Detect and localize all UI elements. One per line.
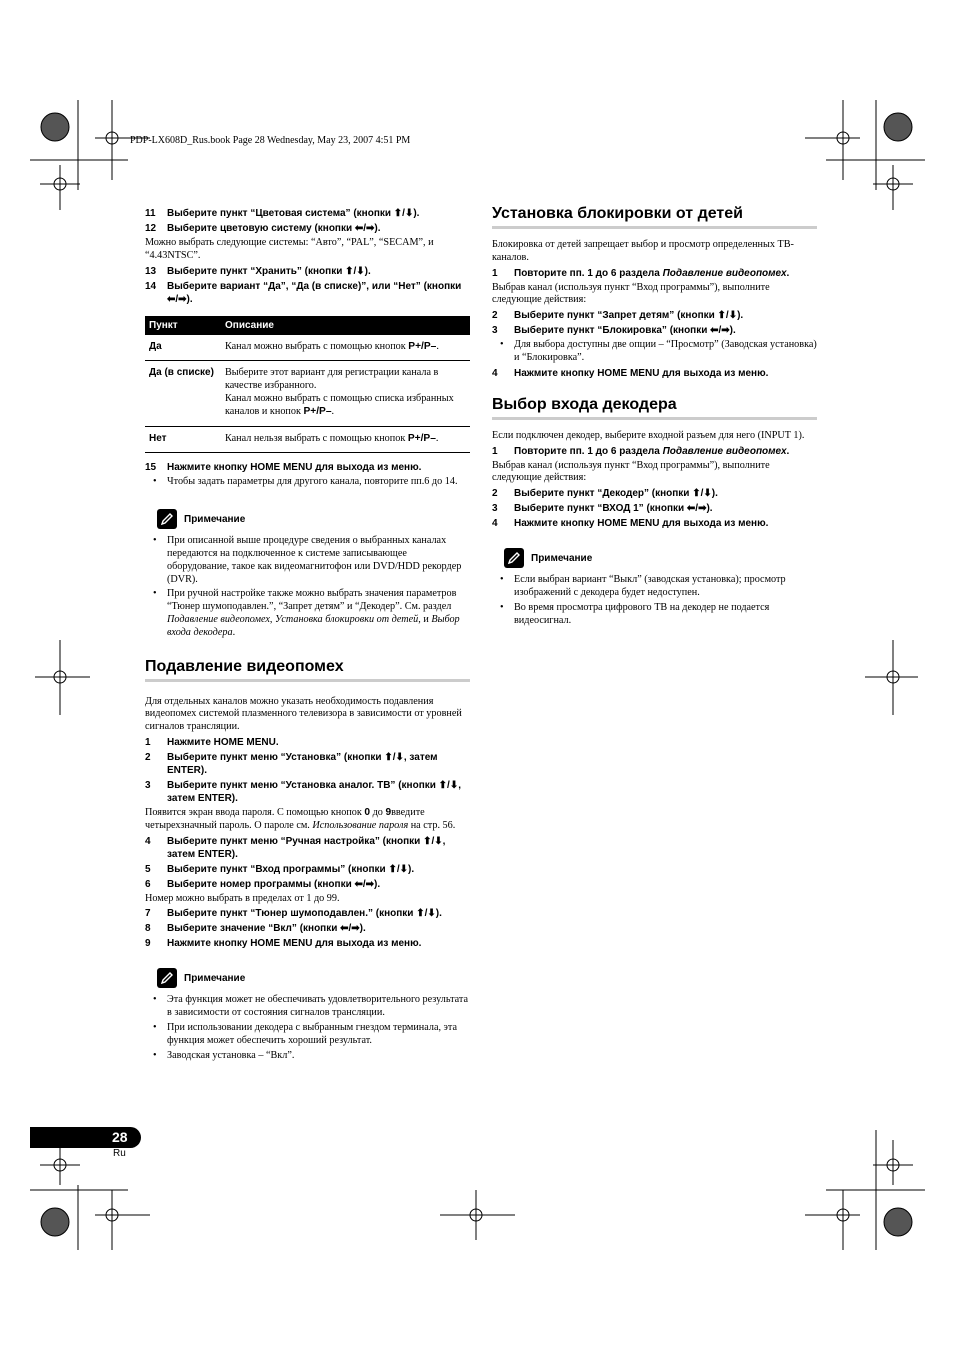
password-paragraph: Появится экран ввода пароля. С помощью кнопок 0 до 9введите четырехзначный пароль. О пароле см. Использование пароля на стр. 56. xyxy=(145,806,456,831)
bullet-item: • Заводская установка – “Вкл”. xyxy=(153,1049,295,1061)
page-number: 28 xyxy=(112,1129,128,1145)
step: 4 Нажмите кнопку HOME MENU для выхода из меню. xyxy=(492,367,769,379)
language-code: Ru xyxy=(113,1148,126,1159)
step: 3 Выберите пункт “ВХОД 1” (кнопки ⬅/➡). xyxy=(492,503,713,515)
bullet-item: • Для выбора доступны две опции – “Просмотр” (Заводская установка) и “Блокировка”. xyxy=(500,339,817,363)
pencil-note-icon xyxy=(157,968,177,988)
section-heading-noise: Подавление видеопомех xyxy=(145,658,470,682)
step: 1 Нажмите HOME MENU. xyxy=(145,736,279,748)
step: 7 Выберите пункт “Тюнер шумоподавлен.” (кнопки ⬆/⬇). xyxy=(145,908,442,920)
bullet-item: • При использовании декодера с выбранным гнездом терминала, эта функция может обеспечить хороший результат. xyxy=(153,1021,458,1046)
step: 5 Выберите пункт “Вход программы” (кнопки ⬆/⬇). xyxy=(145,863,415,875)
step: 8 Выберите значение “Вкл” (кнопки ⬅/➡). xyxy=(145,923,366,935)
decoder-intro: Если подключен декодер, выберите входной разъем для него (INPUT 1). xyxy=(492,429,805,441)
pencil-note-icon xyxy=(157,509,177,529)
options-table xyxy=(145,316,470,454)
step: 3 Выберите пункт “Блокировка” (кнопки ⬅/➡). xyxy=(492,325,736,337)
right-column xyxy=(492,205,817,629)
table-header-description: Описание xyxy=(221,316,470,335)
step: 11 Выберите пункт “Цветовая система” (кнопки ⬆/⬇). xyxy=(145,208,420,219)
step: 14 Выберите вариант “Да”, “Да (в списке)”, или “Нет” (кнопки ⬅/➡). xyxy=(145,280,462,305)
step: 4 Нажмите кнопку HOME MENU для выхода из меню. xyxy=(492,518,769,530)
step: 4 Выберите пункт меню “Ручная настройка” (кнопки ⬆/⬇, затем ENTER). xyxy=(145,835,446,860)
step: 12 Выберите цветовую систему (кнопки ⬅/➡). xyxy=(145,223,381,234)
section-heading-child-lock: Установка блокировки от детей xyxy=(492,205,817,229)
note-heading: Примечание xyxy=(504,548,817,568)
note-heading: Примечание xyxy=(157,968,470,988)
lock-after-step1: Выбрав канал (используя пункт “Вход программы”), выполните следующие действия: xyxy=(492,281,770,306)
pencil-note-icon xyxy=(504,548,524,568)
step: 1 Повторите пп. 1 до 6 раздела Подавление видеопомех. xyxy=(492,445,790,457)
bullet-item: • При описанной выше процедуре сведения о выбранных каналах передаются на подключенное к системе записывающее оборудование, такое как видеомагнитофон или DVD/HDD рекордер (DVR). xyxy=(153,535,462,585)
step-15: 15 Нажмите кнопку HOME MENU для выхода из меню. xyxy=(145,462,422,474)
table-header-item: Пункт xyxy=(145,316,221,335)
bullet-item: • При ручной настройке также можно выбрать значения параметров “Тюнер шумоподавлен.”, “Запрет детям” и “Декодер”. См. раздел Подавление видеопомех, Установка блокировки от детей, и Выбор входа декодера. xyxy=(153,588,460,638)
table-row: Да Канал можно выбрать с помощью кнопок P+/P–. xyxy=(145,335,470,361)
section-heading-decoder: Выбор входа декодера xyxy=(492,396,817,420)
step: 2 Выберите пункт “Декодер” (кнопки ⬆/⬇). xyxy=(492,488,718,500)
bullet-item: • Эта функция может не обеспечивать удовлетворительного результата в зависимости от состояния сигналов трансляции. xyxy=(153,994,469,1019)
decoder-after-step1: Выбрав канал (используя пункт “Вход программы”), выполните следующие действия: xyxy=(492,459,770,484)
step: 13 Выберите пункт “Хранить” (кнопки ⬆/⬇). xyxy=(145,265,371,277)
bullet-item: • Чтобы задать параметры для другого канала, повторите пп.6 до 14. xyxy=(153,476,458,488)
table-row: Нет Канал нельзя выбрать с помощью кнопок P+/P–. xyxy=(145,426,470,453)
noise-intro: Для отдельных каналов можно указать необходимость подавления видеопомех системой плазменного телевизора в зависимости от уровней сигналов трансляции. xyxy=(145,695,462,733)
left-column xyxy=(145,205,470,1064)
bullet-item: • Если выбран вариант “Выкл” (заводская установка); просмотр изображений с декодера будет недоступен. xyxy=(500,574,786,598)
step: 3 Выберите пункт меню “Установка аналог. ТВ” (кнопки ⬆/⬇, затем ENTER). xyxy=(145,779,461,804)
lock-intro: Блокировка от детей запрещает выбор и просмотр определенных ТВ-каналов. xyxy=(492,239,794,263)
bullet-item: • Во время просмотра цифрового ТВ на декодер не подается видеосигнал. xyxy=(500,601,770,626)
step: 2 Выберите пункт меню “Установка” (кнопки ⬆/⬇, затем ENTER). xyxy=(145,751,438,776)
step: 9 Нажмите кнопку HOME MENU для выхода из меню. xyxy=(145,938,422,950)
note-heading: Примечание xyxy=(157,509,470,529)
systems-paragraph: Можно выбрать следующие системы: “Авто”, “PAL”, “SECAM”, и “4.43NTSC”. xyxy=(145,237,434,261)
step: 6 Выберите номер программы (кнопки ⬅/➡). xyxy=(145,878,381,890)
file-info-header: PDP-LX608D_Rus.book Page 28 Wednesday, May 23, 2007 4:51 PM xyxy=(130,135,411,146)
step: 1 Повторите пп. 1 до 6 раздела Подавление видеопомех. xyxy=(492,267,790,279)
table-row: Да (в списке) Выберите этот вариант для регистрации канала в качестве избранного. Канал можно выбрать с помощью списка избранных каналов и кнопок P+/P–. xyxy=(145,361,470,426)
number-range-text: Номер можно выбрать в пределах от 1 до 99. xyxy=(145,892,340,904)
step: 2 Выберите пункт “Запрет детям” (кнопки ⬆/⬇). xyxy=(492,310,744,322)
